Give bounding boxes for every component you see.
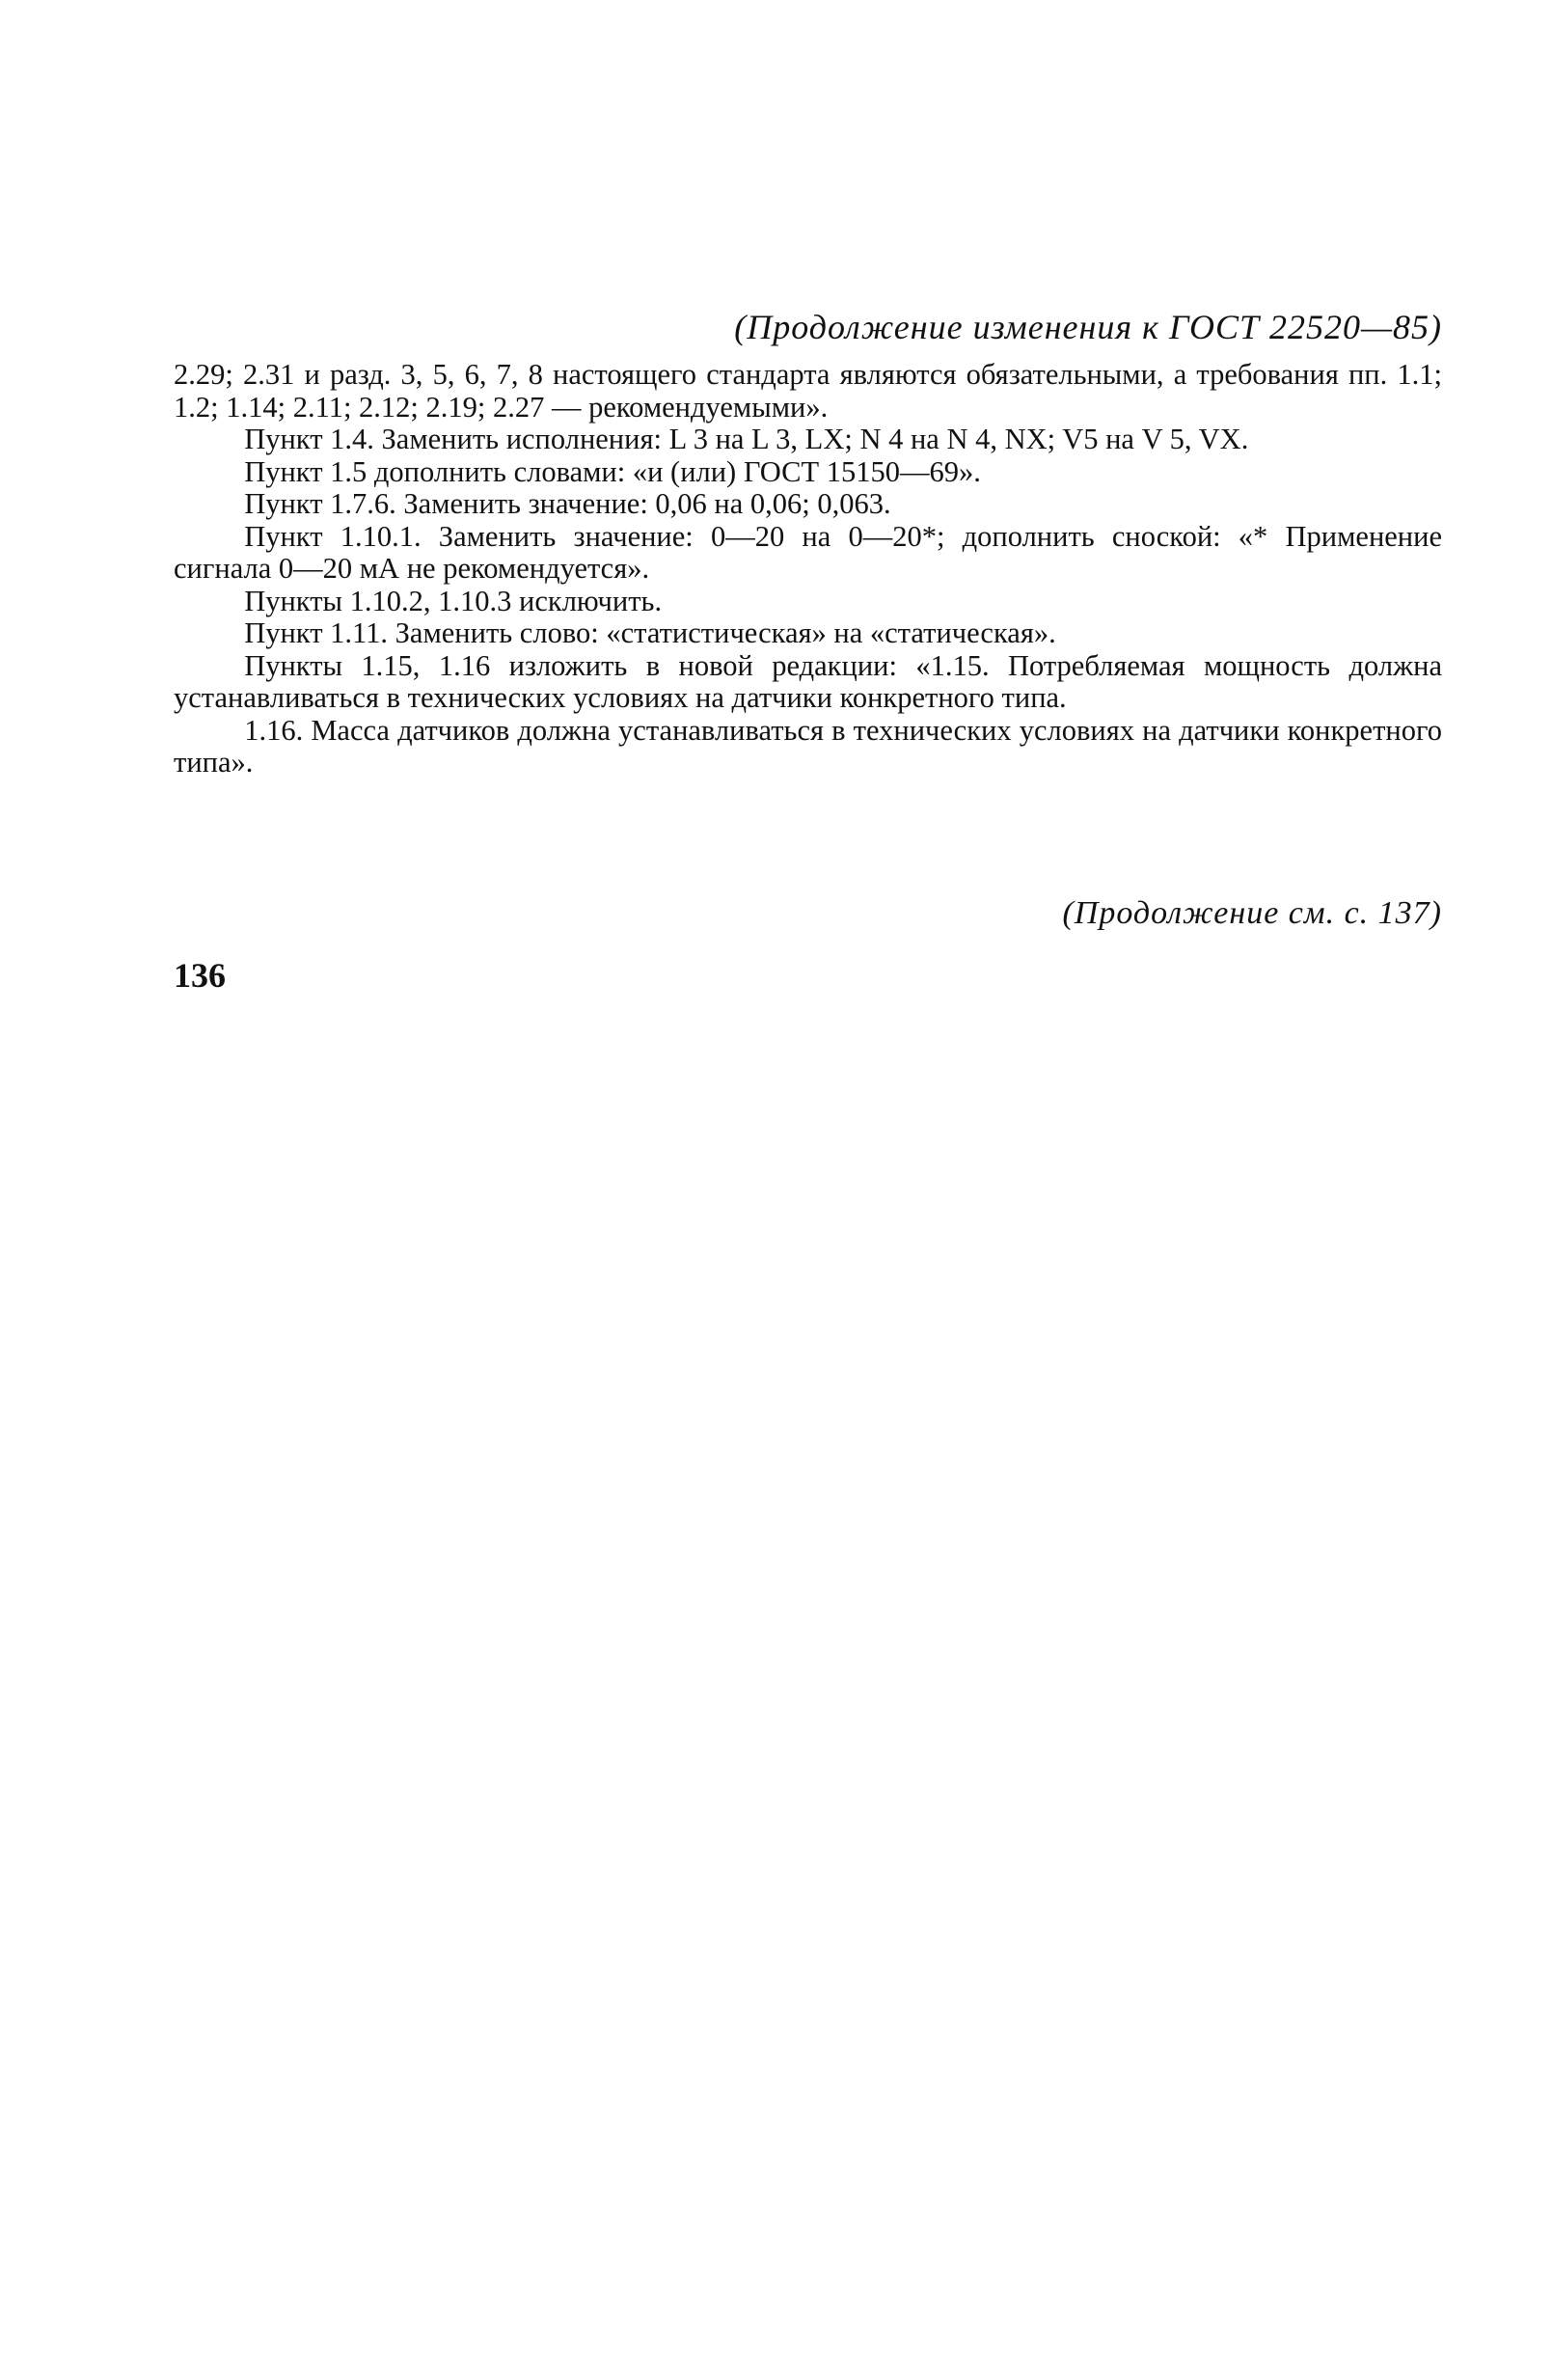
paragraph-1: 2.29; 2.31 и разд. 3, 5, 6, 7, 8 настоящего стандарта являются обязательными, а требования пп. 1.1; 1.2; 1.14; 2.11; 2.12; 2.19; 2.27 — рекомендуемыми». [174,358,1442,424]
page-number: 136 [174,956,226,995]
paragraph-6: Пункты 1.10.2, 1.10.3 исключить. [244,584,663,617]
paragraph-7: Пункт 1.11. Заменить слово: «статистическая» на «статическая». [244,616,1056,649]
paragraph-9: 1.16. Масса датчиков должна устанавливаться в технических условиях на датчики конкретного типа». [174,713,1442,779]
paragraph-3: Пункт 1.5 дополнить словами: «и (или) ГОСТ 15150—69». [244,454,981,488]
paragraph-4: Пункт 1.7.6. Заменить значение: 0,06 на 0,06; 0,063. [244,487,891,520]
body-text [174,359,1442,780]
continuation-header: (Продолжение изменения к ГОСТ 22520—85) [734,308,1442,346]
paragraph-8: Пункты 1.15, 1.16 изложить в новой редакции: «1.15. Потребляемая мощность должна устанавливаться в технических условиях на датчики конкретного типа. [174,648,1442,714]
paragraph-2: Пункт 1.4. Заменить исполнения: L 3 на L 3, LX; N 4 на N 4, NX; V5 на V 5, VX. [244,423,1249,455]
paragraph-5: Пункт 1.10.1. Заменить значение: 0—20 на 0—20*; дополнить сноской: «* Применение сигнала 0—20 мА не рекомендуется». [174,519,1442,585]
continuation-footer: (Продолжение см. с. 137) [1062,895,1442,931]
